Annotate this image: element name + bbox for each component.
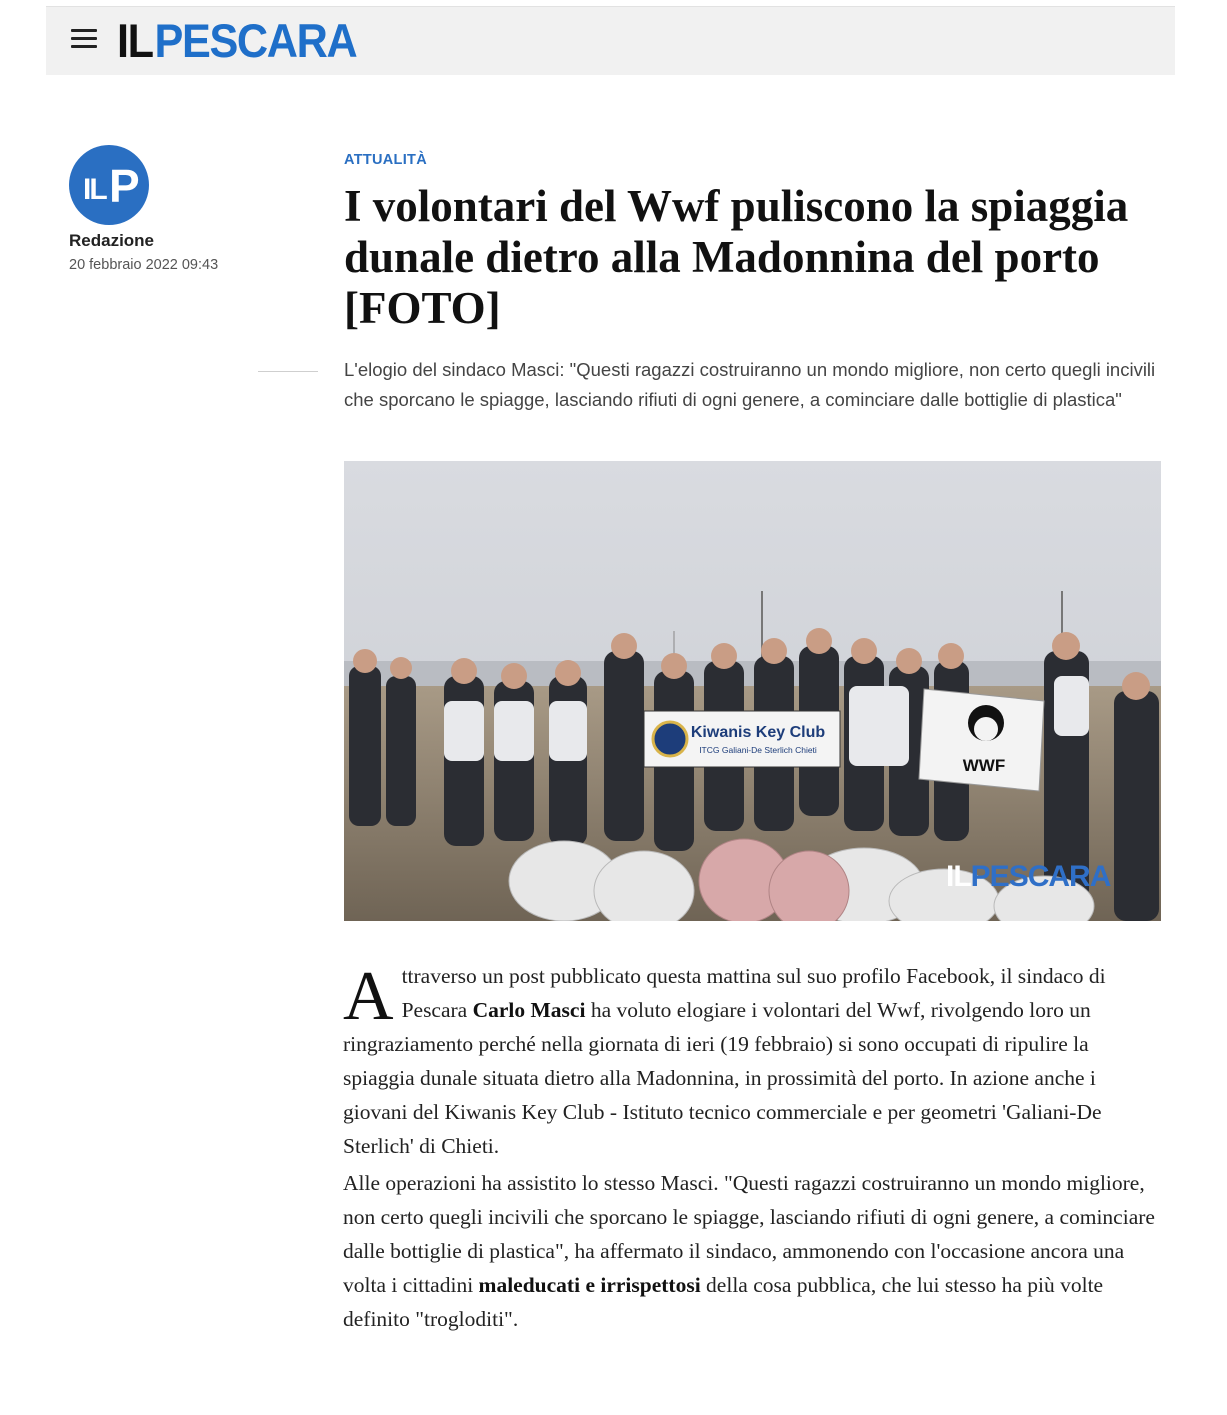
wwf-flag-label: WWF — [962, 756, 1006, 775]
photo-watermark-il: IL — [946, 860, 971, 893]
logo-pescara: PESCARA — [154, 14, 357, 67]
paragraph-1 — [343, 959, 1165, 1163]
category-label[interactable]: ATTUALITÀ — [344, 152, 427, 168]
article-title: I volontari del Wwf puliscono la spiaggia dunale dietro alla Madonnina del porto [FOTO] — [344, 181, 1129, 333]
p2-bold: maleducati e irrispettosi — [478, 1273, 701, 1297]
author-name[interactable]: Redazione — [69, 231, 155, 250]
photo-watermark-pescara: PESCARA — [970, 860, 1111, 893]
p2-text-1: Alle operazioni ha assistito lo stesso Masci. "Questi ragazzi costruiranno un mondo migliore, non certo quegli incivili che sporcano le spiagge, lasciando rifiuti di ogni genere, a cominciare dalle bottiglie di plastica", ha affermato il sindaco, ammonendo con l'occasione ancora una volta i cittadini — [343, 1171, 1155, 1297]
p2-text-2: della cosa pubblica, che lui stesso ha più volte definito "trogloditi". — [343, 1273, 1104, 1331]
author-block — [69, 145, 269, 273]
article-subtitle: L'elogio del sindaco Masci: "Questi ragazzi costruiranno un mondo migliore, non certo quegli incivili che sporcano le spiagge, lasciando rifiuti di ogni genere, a cominciare dalle bottiglie di plastica" — [344, 359, 1156, 410]
avatar-letter-p: P — [109, 160, 140, 212]
article-photo[interactable] — [344, 461, 1161, 921]
kiwanis-banner-sub: ITCG Galiani-De Sterlich Chieti — [699, 745, 817, 755]
p1-text-1: ttraverso un post pubblicato questa mattina sul suo profilo Facebook, il sindaco di Pescara — [401, 964, 1106, 1022]
author-avatar[interactable] — [69, 145, 149, 225]
divider — [258, 371, 318, 372]
svg-text:ILPESCARA — [946, 860, 1111, 893]
article-body — [343, 959, 1165, 1339]
drop-cap: A — [343, 958, 394, 1035]
kiwanis-banner-title: Kiwanis Key Club — [690, 724, 826, 741]
site-logo[interactable] — [117, 13, 356, 69]
publish-date: 20 febbraio 2022 09:43 — [69, 257, 219, 273]
p1-bold-name: Carlo Masci — [472, 998, 586, 1022]
p1-text-2: ha voluto elogiare i volontari del Wwf, rivolgendo loro un ringraziamento perché nella giornata di ieri (19 febbraio) si sono occupati di ripulire la spiaggia dunale situata dietro alla Madonnina, in prossimità del porto. In azione anche i giovani del Kiwanis Key Club - Istituto tecnico commerciale e per geometri 'Galiani-De Sterlich' di Chieti. — [343, 998, 1102, 1158]
hamburger-menu-icon[interactable] — [71, 29, 97, 49]
logo-il: IL — [117, 14, 153, 67]
site-header — [46, 6, 1175, 75]
paragraph-2 — [343, 1166, 1165, 1336]
avatar-letters-il: IL — [83, 173, 106, 206]
